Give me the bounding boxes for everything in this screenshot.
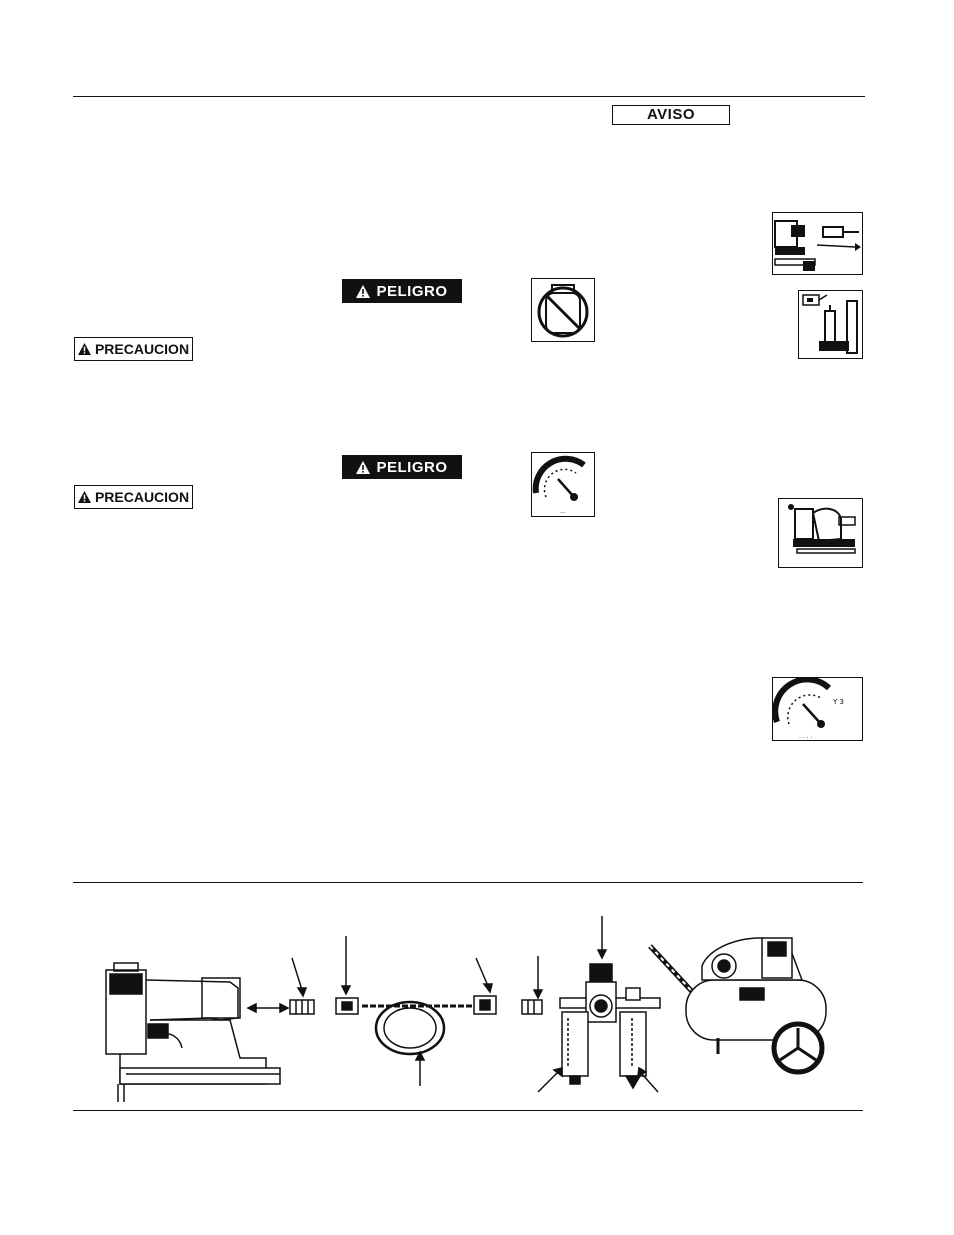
- diagram-bottom-rule: [73, 1110, 863, 1111]
- precaucion-text-2: PRECAUCION: [94, 489, 190, 505]
- peligro-badge-1: [342, 279, 462, 303]
- air-hose-drawing: [362, 1002, 472, 1054]
- nailer-tool-drawing: [106, 963, 280, 1102]
- precaucion-text-1: PRECAUCION: [94, 341, 190, 357]
- top-rule: [73, 96, 865, 97]
- air-compressor-drawing: [650, 938, 826, 1072]
- coupler-fitting: [336, 998, 358, 1014]
- peligro-badge-2: [342, 455, 462, 479]
- svg-text:Y 3: Y 3: [833, 698, 844, 706]
- pressure-gauge-icon: [531, 452, 595, 517]
- tool-disconnect-illustration: [772, 212, 863, 275]
- no-oxygen-tank-icon: [531, 278, 595, 342]
- warning-triangle-icon: [356, 461, 370, 474]
- pressure-gauge-icon: [772, 677, 863, 741]
- peligro-text-2: PELIGRO: [376, 458, 448, 476]
- male-plug-fitting: [290, 1000, 314, 1014]
- warning-triangle-icon: [78, 491, 91, 503]
- precaucion-badge-2: [74, 485, 193, 509]
- aviso-label: [612, 105, 730, 125]
- air-system-diagram: [90, 908, 840, 1108]
- precaucion-badge-1: [74, 337, 193, 361]
- svg-text:. . . .: . . . .: [799, 733, 813, 740]
- tool-hand-operation-illustration: [778, 498, 863, 568]
- peligro-text-1: PELIGRO: [376, 282, 448, 300]
- svg-text:...: ...: [560, 508, 566, 515]
- tool-oiling-illustration: [798, 290, 863, 359]
- aviso-text: AVISO: [646, 106, 696, 123]
- diagram-top-rule: [73, 882, 863, 883]
- filter-regulator-lubricator: [560, 964, 660, 1088]
- warning-triangle-icon: [78, 343, 91, 355]
- warning-triangle-icon: [356, 285, 370, 298]
